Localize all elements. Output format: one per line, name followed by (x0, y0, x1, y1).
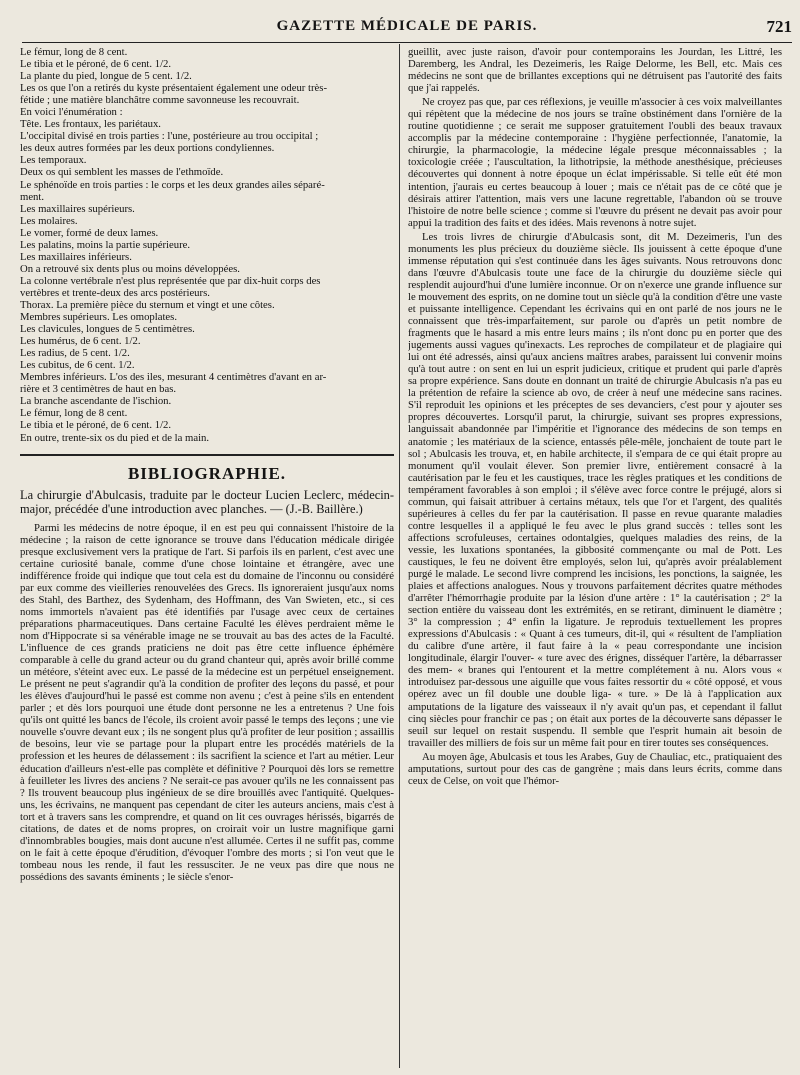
list-line: rière et 3 centimètres de haut en bas. (20, 383, 177, 396)
list-line: Le tibia et le péroné, de 6 cent. 1/2. (20, 58, 172, 71)
review-text-right (408, 46, 782, 787)
list-line: La plante du pied, longue de 5 cent. 1/2. (20, 70, 192, 83)
list-line: vertèbres et trente-deux des arcs postérieurs. (20, 286, 210, 299)
list-line: L'occipital divisé en trois parties : l'une, postérieure au trou occipital ; (20, 130, 319, 143)
list-line: On a retrouvé six dents plus ou moins développées. (20, 262, 240, 275)
list-line: Les temporaux. (20, 154, 87, 167)
list-line: Le fémur, long de 8 cent. (20, 46, 128, 58)
left-column (20, 46, 394, 1066)
list-line: Le tibia et le péroné, de 6 cent. 1/2. (20, 419, 172, 432)
list-line: Les os que l'on a retirés du kyste présentaient également une odeur très- (20, 82, 328, 95)
column-divider (399, 44, 400, 1068)
list-line: En outre, trente-six os du pied et de la main. (20, 431, 210, 444)
list-line: La colonne vertébrale n'est plus représentée que par dix-huit corps des (20, 274, 321, 287)
section-title: BIBLIOGRAPHIE. (127, 463, 287, 483)
list-line: Le sphénoïde en trois parties : le corps et les deux grandes ailes séparé- (20, 178, 325, 191)
paragraph: Les trois livres de chirurgie d'Abulcasis sont, dit M. Dezeimeris, l'un des monuments les plus précieux du douzième siècle. Ils jouissent à cette époque d'une immense réputation qui s'est continuée dans les âges suivants. Nous retrouvons donc dans l'œuvre d'Abulcasis toute une face de la chirurgie du douzième siècle qui resplendit aujourd'hui d'une lumière inconnue. Or on n'exerce une grande influence sur le mouvement des esprits, on ne domine tout un siècle qu'à la condition d'être une vaste et puissante intelligence. Cependant les écrivains qui en ont parlé de nos jours ne le connaissent que très-imparfaitement, sur parole ou d'après un petit nombre de fragments que le hasard a mis entre leurs mains ; ils n'ont donc pu en porter que des jugements aussi vagues qu'inexacts. Les reproches de compilateur et de plagiaire qui lui ont été adressés, ainsi qu'aux anciens maîtres arabes, paraissent lui convenir moins qu'à tout autre : on sent en lui un esprit judicieux, critique et prudent qui parle d'après sa propre expérience. Sans doute en donnant un traité de chirurgie Abulcasis n'a pas eu la prétention de refaire la science ab ovo, de créer à neuf une médecine sans racines. S'il reproduit les opinions et les préceptes de ses devanciers, c'est pour y ajouter ses propres découvertes. Lorsqu'il parut, la chirurgie, suivant ses propres expressions, languissait abandonnée par l'impéritie et l'ignorance des médecins de son temps en anatomie ; les matériaux de la science, entassés pêle-mêle, jonchaient de toute part le sol ; Abulcasis les trouva, et, en habile architecte, il s'empara de ce qui était propre au monument qu'il voulait élever. Son premier livre, entièrement consacré à la cautérisation par le feu et les caustiques, trace les règles pratiques et les conditions de tempérament favorables à son emploi ; il s'élève avec force contre le préjugé, alors si commun, qui faisait attribuer à certains métaux, tels que l'or et l'argent, des qualités supérieures à celles du fer par la cautérisation. Il passe en revue quarante maladies contre lesquelles il a appliqué le feu avec le plus grand succès : telles sont les affections scrofuleuses, certaines odontalgies, quelques maladies des reins, de la vessie, les luxations spontanées, la gibbosité commençante ou mal de Pott. Les caustiques, le feu ne doivent être employés, selon lui, qu'après avoir préalablement purgé le malade. Le second livre comprend les incisions, les ponctions, la saignée, les plaies et affections analogues. Nous y trouvons parfaitement décrites quatre méthodes d'arrêter l'hémorrhagie produite par la lésion d'une artère : 1° la cautérisation ; 2° la section entière du vaisseau dont les extrémités, en se retirant, diminuent le diamètre ; 3° la compression ; 4° enfin la ligature. Je reproduis textuellement les propres expressions d'Abulcasis : « Quant à ces tumeurs, dit-il, qui « résultent de l'ampliation du calibre d'une artère, il faut faire à la « peau correspondante une incision longitudinale, élargir l'ouver- « ture avec des érignes, disséquer l'artère, la débarrasser des mem- « branes qui l'entourent et la mettre complétement à nu. Alors vous « introduisez par-dessous une aiguille que vous faites ressortir du « côté opposé, et vous opérez avec un fil double une double liga- « ture. » De là à l'application aux amputations de la ligature des vaisseaux il n'y avait qu'un pas, et cependant il fallut cinq siècles pour franchir ce pas ; on était aux portes de la découverte sans dépasser le seuil sur lequel on restait suspendu. Il semble que l'esprit humain ait besoin de travailler des milliers de fois sur un même fait pour en tirer toutes ses conséquences. (408, 230, 782, 749)
paragraph: Ne croyez pas que, par ces réflexions, je veuille m'associer à ces voix malveillantes qui répètent que la médecine de nos jours se traîne obstinément dans l'ornière de la routine quotidienne ; ce serait me supposer gratuitement l'oubli des beaux travaux accomplis par la médecine contemporaine : l'hygiène perfectionnée, l'anatomie, la chirurgie, la pharmacologie, la médecine légale presque méconnaissables ; la toxicologie créée ; l'auscultation, la lithotripsie, la méthode anesthésique, précieuses découvertes qui donnent à notre époque un éclat impérissable. Si telle eût été mon intention, j'aurais eu certes beaucoup à louer ; mais ce n'était pas de ce côté que je désirais attirer l'attention, mais vers une lacune regrettable, l'abandon où se trouve l'histoire de notre belle science ; comme si l'œuvre du présent ne devait pas avoir pour appui la tradition des faits et des idées. Mais revenons à notre sujet. (408, 96, 782, 229)
list-line: fétide ; une matière blanchâtre comme savonneuse les recouvrait. (20, 94, 300, 107)
list-line: Tête. Les frontaux, les pariétaux. (20, 118, 161, 131)
journal-title: GAZETTE MÉDICALE DE PARIS. (276, 18, 538, 34)
list-line: Les radius, de 5 cent. 1/2. (20, 347, 130, 360)
paragraph: Parmi les médecins de notre époque, il en est peu qui connaissent l'histoire de la médecine ; la raison de cette ignorance se trouve dans l'éducation médicale dirigée presque exclusivement vers la pratique de l'art. Si parfois ils en parlent, c'est avec une certaine curiosité banale, comme d'une chose lointaine et étrangère, avec une indifférence froide qui indique que tout cela est du domaine de l'inconnu ou considéré par eux comme des vieilleries renouvelées des Grecs. Ils ignoreraient jusqu'aux noms des Stahl, des Barthez, des Sydenham, des Hoffmann, des Van Swieten, etc., si ces noms immortels n'avaient pas été identifiés par l'usage avec ceux de certaines préparations pharmaceutiques. Dans certaine Faculté les élèves perdraient même le nom d'Hippocrate si sa vénérable image ne se trouvait au bas des actes de la Faculté. L'influence de ces grands praticiens ne doit pas être cette influence éphémère comparable à celle du grand acteur ou du grand chanteur qui, après avoir brillé comme un météore, s'éteint avec eux. Le passé de la médecine est un perpétuel enseignement. Le présent ne peut s'agrandir qu'à la condition de profiter des leçons du passé, et pour les élèves d'aujourd'hui le passé est comme non avenu ; c'est à peine s'ils en entendent parler ; et dès lors pourquoi une étude dont personne ne les a entretenus ? Une fois qu'ils ont quitté les bancs de l'école, ils croient avoir passé le temps des leçons ; une vie nouvelle s'ouvre devant eux ; ils ne songent plus qu'à profiter de leur position ; assaillis de besoins, leur vie se partage pour la plupart entre les procédés matériels de la profession et les heures de délassement : ils sacrifient la science et l'art au métier. Leur éducation d'ailleurs n'est-elle pas complète et définitive ? Pourquoi dès lors se remettre à feuilleter les livres des anciens ? Ne serait-ce pas avouer qu'ils ne les connaissent pas ? Ils trouvent beaucoup plus ingénieux de se dire brouillés avec l'antiquité. Quelques-uns, les écrivains, ne manquent pas cependant de citer les auteurs anciens, mais c'est à tort et à travers sans les comprendre, et quand on lit ces ouvrages hérissés, bigarrés de citations, de dates et de noms propres, on croirait voir un lustre magnifique garni d'innombrables bougies, mais dont aucune n'est allumée. Certes il ne suffit pas, comme on le fait à cette époque d'érudition, d'évoquer l'ombre des morts ; si l'on veut que le tombeau nous les rende, il faut les ressusciter. Je ne veux pas dire que nous ne possédions des savants éminents ; le siècle s'enor- (20, 521, 394, 883)
section-separator (20, 454, 394, 456)
list-line: les deux autres formées par les deux portions condyliennes. (20, 142, 275, 155)
review-text-left (20, 522, 394, 883)
list-line: Le vomer, formé de deux lames. (20, 226, 159, 239)
list-line: Les palatins, moins la partie supérieure. (20, 238, 191, 251)
paragraph: gueillit, avec juste raison, d'avoir pour contemporains les Jourdan, les Littré, les Daremberg, les Andral, les Dezeimeris, les Raige Delorme, les Bell, etc. Mais ces médecins ne sont que de brillantes exceptions qui ne détruisent pas l'autorité des faits que j'ai rappelés. (408, 46, 782, 95)
list-line: Membres inférieurs. L'os des iles, mesurant 4 centimètres d'avant en ar- (20, 371, 327, 384)
paragraph: Au moyen âge, Abulcasis et tous les Arabes, Guy de Chauliac, etc., pratiquaient des amputations, surtout pour des cas de gangrène ; mais dans leurs écrits, comme dans ceux de Celse, on voit que l'hémor- (408, 750, 782, 787)
list-line: En voici l'énumération : (20, 106, 123, 119)
list-line: Deux os qui semblent les masses de l'ethmoïde. (20, 166, 224, 179)
list-line: Les maxillaires inférieurs. (20, 250, 132, 263)
bone-list (20, 46, 394, 444)
list-line: Les clavicules, longues de 5 centimètres. (20, 323, 195, 336)
list-line: La branche ascendante de l'ischion. (20, 395, 172, 408)
list-line: Les molaires. (20, 214, 78, 227)
page-number: 721 (766, 17, 792, 36)
list-line: Thorax. La première pièce du sternum et vingt et une côtes. (20, 298, 275, 311)
list-line: Les maxillaires supérieurs. (20, 202, 135, 215)
right-column (408, 46, 782, 1066)
list-line: Les humérus, de 6 cent. 1/2. (20, 335, 141, 348)
book-reference: La chirurgie d'Abulcasis, traduite par le docteur Lucien Leclerc, médecin-major, précédée d'une introduction avec planches. — (J.-B. Baillère.) (20, 487, 394, 516)
page-header (22, 16, 792, 43)
list-line: Les cubitus, de 6 cent. 1/2. (20, 359, 135, 372)
list-line: Le fémur, long de 8 cent. (20, 407, 128, 420)
list-line: Membres supérieurs. Les omoplates. (20, 311, 178, 324)
list-line: ment. (20, 190, 45, 203)
